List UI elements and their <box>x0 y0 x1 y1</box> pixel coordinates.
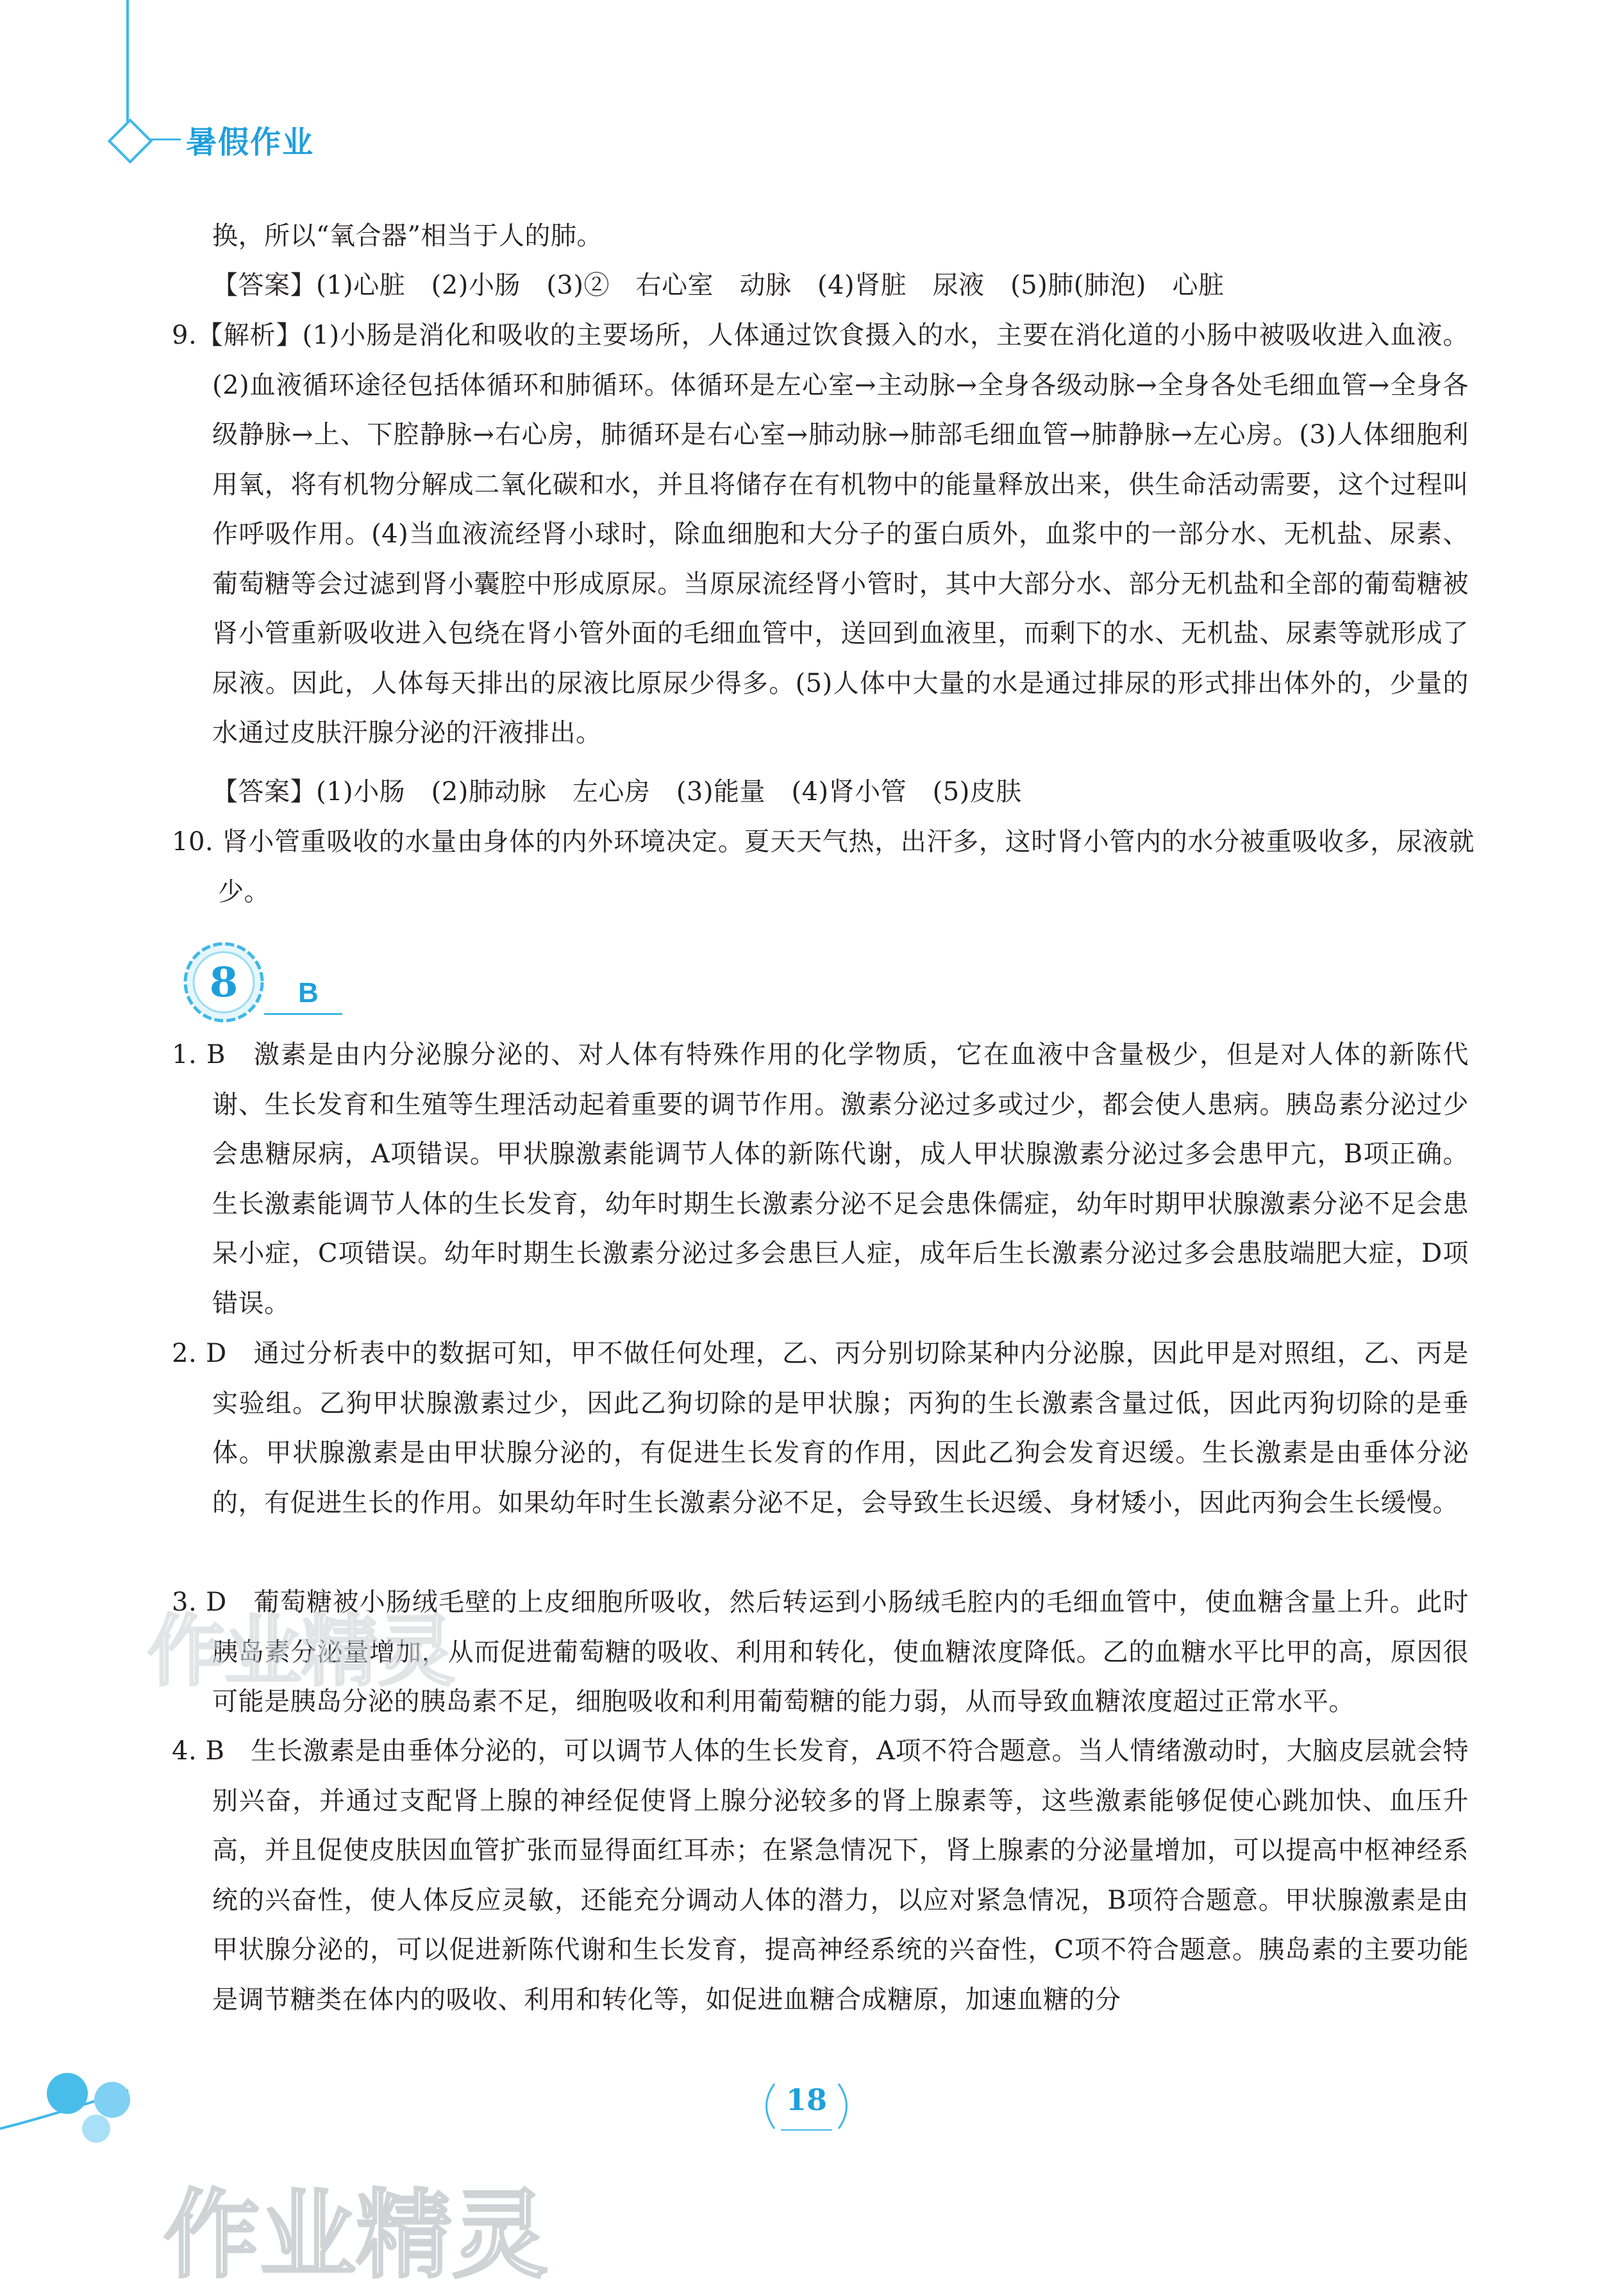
page-number: 18 <box>785 2082 827 2117</box>
section-letter: B <box>298 977 319 1009</box>
question-10: 10. 肾小管重吸收的水量由身体的内外环境决定。夏天天气热，出汗多，这时肾小管内的水分被重吸收多，尿液就少。 <box>172 827 1475 907</box>
watermark-mid: 作业精灵 <box>147 1607 455 1697</box>
header-connector-line <box>149 138 181 140</box>
header-vertical-line <box>126 0 129 128</box>
section-underline <box>264 1013 342 1015</box>
item-3: 3. D 葡萄糖被小肠绒毛壁的上皮细胞所吸收，然后转运到小肠绒毛腔内的毛细血管中，使血糖含量上升。此时胰岛素分泌量增加，从而促进葡萄糖的吸收、利用和转化，使血糖浓度降低。乙的血糖水平比甲的高，原因很可能是胰岛分泌的胰岛素不足，细胞吸收和利用葡萄糖的能力弱，从而导致血糖浓度超过正常水平。 <box>172 1588 1469 1716</box>
item-1: 1. B 激素是由内分泌腺分泌的、对人体有特殊作用的化学物质，它在血液中含量极少，但是对人体的新陈代谢、生长发育和生殖等生理活动起着重要的调节作用。激素分泌过多或过少，都会使人患病。胰岛素分泌过少会患糖尿病，A项错误。甲状腺激素能调节人体的新陈代谢，成人甲状腺激素分泌过多会患甲亢，B项正确。生长激素能调节人体的生长发育，幼年时期生长激素分泌不足会患侏儒症，幼年时期甲状腺激素分泌不足会患呆小症，C项错误。幼年时期生长激素分泌过多会患巨人症，成年后生长激素分泌过多会患肢端肥大症，D项错误。 <box>172 1040 1469 1318</box>
answer-8: 【答案】(1)心脏 (2)小肠 (3)② 右心室 动脉 (4)肾脏 尿液 (5)肺(肺泡) 心脏 <box>212 271 1224 300</box>
header-title: 暑假作业 <box>186 124 315 160</box>
item-2: 2. D 通过分析表中的数据可知，甲不做任何处理，乙、丙分别切除某种内分泌腺，因此甲是对照组，乙、丙是实验组。乙狗甲状腺激素过少，因此乙狗切除的是甲状腺；丙狗的生长激素含量过低，因此丙狗切除的是垂体。甲状腺激素是由甲状腺分泌的，有促进生长发育的作用，因此乙狗会发育迟缓。生长激素是由垂体分泌的，有促进生长的作用。如果幼年时生长激素分泌不足，会导致生长迟缓、身材矮小，因此丙狗会生长缓慢。 <box>172 1339 1469 1518</box>
answer-9: 【答案】(1)小肠 (2)肺动脉 左心房 (3)能量 (4)肾小管 (5)皮肤 <box>212 777 1022 807</box>
question-9: 9.【解析】(1)小肠是消化和吸收的主要场所，人体通过饮食摄入的水，主要在消化道的小肠中被吸收进入血液。(2)血液循环途径包括体循环和肺循环。体循环是左心室→主动脉→全身各级动脉→全身各处毛细血管→全身各级静脉→上、下腔静脉→右心房，肺循环是右心室→肺动脉→肺部毛细血管→肺静脉→左心房。(3)人体细胞利用氧，将有机物分解成二氧化碳和水，并且将储存在有机物中的能量释放出来，供生命活动需要，这个过程叫作呼吸作用。(4)当血液流经肾小球时，除血细胞和大分子的蛋白质外，血浆中的一部分水、无机盐、尿素、葡萄糖等会过滤到肾小囊腔中形成原尿。当原尿流经肾小管时，其中大部分水、部分无机盐和全部的葡萄糖被肾小管重新吸收进入包绕在肾小管外面的毛细血管中，送回到血液里，而剩下的水、无机盐、尿素等就形成了尿液。因此，人体每天排出的尿液比原尿少得多。(5)人体中大量的水是通过排尿的形式排出体外的，少量的水通过皮肤汗腺分泌的汗液排出。 <box>172 321 1469 748</box>
decorative-dots-icon <box>0 2052 167 2161</box>
paragraph-continued: 换，所以“氧合器”相当于人的肺。 <box>212 221 603 251</box>
item-4: 4. B 生长激素是由垂体分泌的，可以调节人体的生长发育，A项不符合题意。当人情绪激动时，大脑皮层就会特别兴奋，并通过支配肾上腺的神经促使肾上腺分泌较多的肾上腺素等，这些激素能够促使心跳加快、血压升高，并且促使皮肤因血管扩张而显得面红耳赤；在紧急情况下，肾上腺素的分泌量增加，可以提高中枢神经系统的兴奋性，使人体反应灵敏，还能充分调动人体的潜力，以应对紧急情况，B项符合题意。甲状腺激素是由甲状腺分泌的，可以促进新陈代谢和生长发育，提高神经系统的兴奋性，C项不符合题意。胰岛素的主要功能是调节糖类在体内的吸收、利用和转化等，如促进血糖合成糖原，加速血糖的分 <box>172 1736 1469 2015</box>
watermark-bottom: 作业精灵 <box>163 2180 549 2292</box>
header-diamond-icon <box>108 119 153 164</box>
section-number: 8 <box>209 958 238 1007</box>
